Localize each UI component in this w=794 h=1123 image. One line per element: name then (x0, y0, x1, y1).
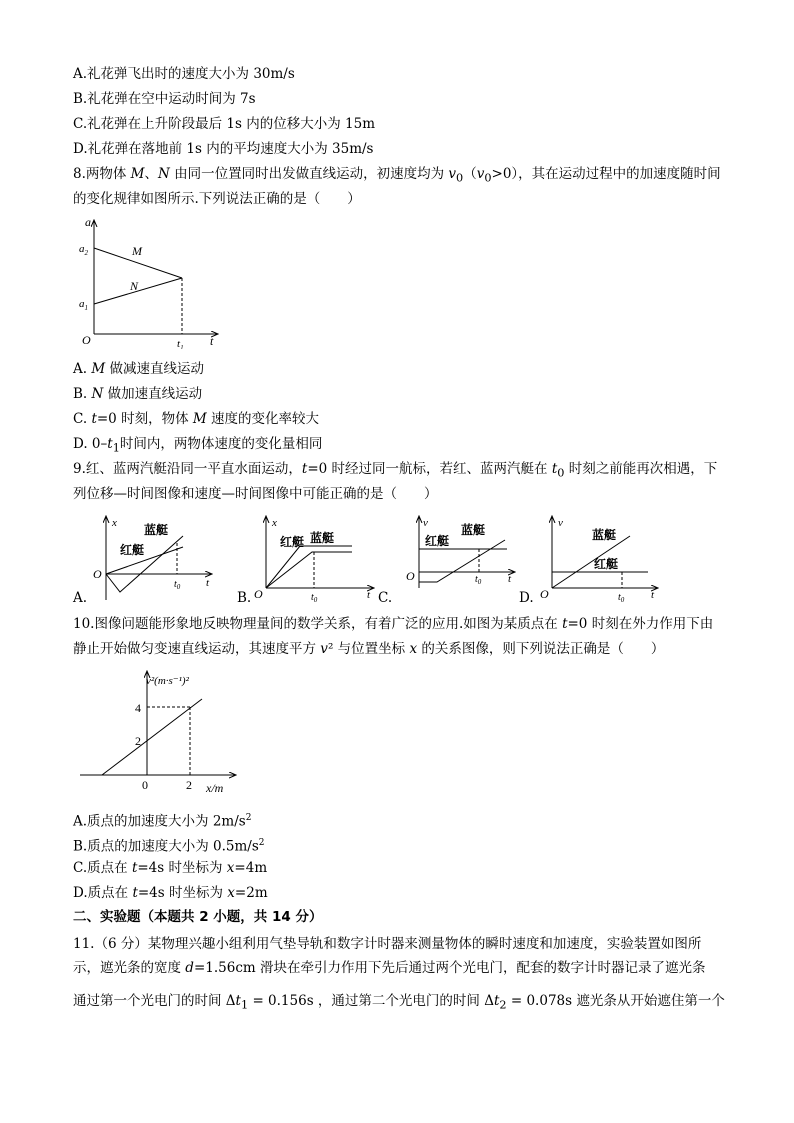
superscript: 2 (245, 813, 252, 823)
q9-stem-line2: 列位移—时间图像和速度—时间图像中可能正确的是（ ） (73, 486, 438, 502)
q10-option-c (73, 858, 267, 878)
origin-label: O (254, 587, 263, 601)
q9-figure-c (393, 512, 521, 604)
y-label: v (423, 517, 428, 529)
q8-option-a (73, 359, 204, 379)
t0-label: $t_0$ (475, 574, 482, 586)
q9-option-d-label: D. (519, 590, 534, 606)
x-label: t (508, 573, 512, 585)
text: 示，遮光条的宽度 (73, 960, 186, 976)
text: 的关系图像，则下列说法正确是（ ） (417, 641, 665, 657)
q9-figure-d (534, 512, 664, 604)
red-boat-label: 红艇 (120, 543, 145, 557)
q8-option-b (73, 384, 202, 404)
text: 时间内，两物体速度的变化量相同 (119, 436, 323, 452)
text: 时刻之前能再次相遇，下 (564, 461, 718, 477)
blue-boat-line (266, 552, 352, 588)
blue-boat-line (552, 536, 630, 588)
t0-label: $t_0$ (311, 592, 318, 604)
q7-option-a: A.礼花弹飞出时的速度大小为 30m/s (73, 66, 295, 82)
subscript: 0 (456, 171, 464, 185)
superscript: 2 (258, 838, 265, 848)
text: 由同一位置同时出发做直线运动，初速度均为 (169, 166, 449, 182)
q10-stem-line1 (73, 614, 713, 634)
red-boat-label: 红艇 (280, 535, 305, 549)
var: x (226, 860, 235, 876)
red-boat-label: 红艇 (425, 534, 450, 548)
origin-label: O (540, 587, 549, 601)
var: N (91, 386, 104, 402)
text: D.质点在 (73, 885, 133, 901)
q11-line3 (73, 991, 725, 1016)
q9-figure-b (252, 512, 380, 604)
var: t (551, 461, 558, 477)
text: = 0.156s ，通过第二个光电门的时间 Δ (248, 993, 494, 1009)
q10-stem-line2 (73, 639, 664, 659)
var: M (91, 361, 106, 377)
text: 与位置坐标 (333, 641, 410, 657)
q8-stem-line2: 的变化规律如图所示.下列说法正确的是（ ） (73, 191, 361, 207)
a2-label: $a_2$ (79, 243, 88, 257)
text: =0 时刻，物体 (96, 411, 193, 427)
text: 静止开始做匀变速直线运动，其速度平方 (73, 641, 321, 657)
q8-option-c (73, 409, 319, 429)
text: 8.两物体 (73, 166, 131, 182)
text: A.质点的加速度大小为 2m/s (73, 813, 246, 830)
tick-0: 0 (142, 778, 148, 792)
q9-option-a-label: A. (73, 590, 88, 606)
text: =0 时刻在外力作用下由 (567, 616, 714, 632)
text: =0 时经过同一航标，若红、蓝两汽艇在 (307, 461, 552, 477)
text: 通过第一个光电门的时间 Δ (73, 993, 236, 1009)
q7-option-c: C.礼花弹在上升阶段最后 1s 内的位移大小为 15m (73, 116, 376, 132)
y-label: x (272, 517, 277, 529)
text: =4s 时坐标为 (137, 860, 227, 876)
q10-option-a (73, 808, 251, 832)
blue-boat-label: 蓝艇 (461, 523, 486, 537)
red-boat-label: 红艇 (594, 557, 619, 571)
q9-figure-a (88, 512, 218, 604)
var: x (409, 641, 418, 657)
var: d (185, 960, 194, 976)
q10-v2-x-graph (76, 665, 242, 797)
text: B. (73, 386, 92, 402)
tick-x-2: 2 (186, 778, 192, 792)
origin-label: O (93, 567, 102, 581)
var: x (227, 885, 235, 901)
blue-boat-label: 蓝艇 (592, 528, 617, 542)
y-axis-label: v²(m·s⁻¹)² (146, 675, 189, 687)
blue-boat-label: 蓝艇 (310, 531, 335, 545)
tick-4: 4 (135, 701, 141, 715)
var: t (132, 885, 138, 901)
v2-line (102, 699, 202, 775)
text: C.质点在 (73, 860, 132, 876)
text: 做减速直线运动 (105, 361, 204, 377)
text: = 0.078s 遮光条从开始遮住第一个 (506, 993, 725, 1009)
q8-option-d (73, 434, 322, 459)
origin-label: O (82, 333, 91, 347)
label-m: M (132, 244, 142, 258)
subscript: 0 (484, 171, 492, 185)
a1-label: $a_1$ (79, 298, 88, 312)
var: M (192, 411, 207, 427)
blue-boat-line (106, 536, 183, 592)
var: t (562, 616, 568, 632)
q7-option-b: B.礼花弹在空中运动时间为 7s (73, 91, 256, 107)
t0-label: $t_0$ (618, 592, 625, 604)
var-m: M (130, 166, 145, 182)
section-heading: 二、实验题（本题共 2 小题，共 14 分） (73, 909, 323, 925)
t0-label: $t_0$ (174, 579, 181, 591)
q9-stem-line1 (73, 459, 717, 484)
text: C. (73, 411, 92, 427)
text: 10.图像问题能形象地反映物理量间的数学关系，有着广泛的应用.如图为某质点在 (73, 616, 563, 632)
y-label: x (112, 517, 117, 529)
x-axis-label: x/m (206, 781, 224, 795)
axis-a-label: a (85, 215, 91, 229)
q10-option-b (73, 833, 264, 857)
q11-line2 (73, 958, 705, 978)
text: D. 0– (73, 436, 108, 452)
var-v: v (448, 166, 457, 182)
text: 、 (144, 166, 158, 182)
label-n: N (130, 279, 139, 293)
text: （ (463, 166, 477, 182)
axis-t-label: t (210, 334, 214, 348)
text: =4m (234, 860, 268, 876)
text: 9.红、蓝两汽艇沿同一平直水面运动， (73, 461, 302, 477)
subscript: 1 (240, 998, 249, 1012)
text: =1.56cm 滑块在牵引力作用下先后通过两个光电门，配套的数字计时器记录了遮光条 (193, 960, 706, 976)
tick-2: 2 (135, 734, 141, 748)
q11-line1: 11.（6 分）某物理兴趣小组利用气垫导轨和数字计时器来测量物体的瞬时速度和加速度，实验装置如图所 (73, 936, 702, 952)
blue-boat-label: 蓝艇 (144, 523, 169, 537)
q10-option-d (73, 883, 268, 903)
text: =4s 时坐标为 (137, 885, 228, 901)
q9-option-c-label: C. (378, 590, 393, 606)
var-v: v (476, 166, 485, 182)
text: >0），其在运动过程中的加速度随时间 (491, 166, 721, 182)
var: t (91, 411, 97, 427)
x-label: t (367, 589, 371, 601)
y-label: v (558, 517, 563, 529)
var: t (107, 436, 113, 452)
x-label: t (651, 589, 655, 601)
q9-option-b-label: B. (237, 590, 252, 606)
x-label: t (206, 577, 210, 589)
subscript: 0 (557, 466, 565, 480)
q8-at-graph (76, 214, 226, 349)
q7-option-d: D.礼花弹在落地前 1s 内的平均速度大小为 35m/s (73, 141, 374, 157)
var: t (235, 993, 241, 1009)
subscript: 2 (499, 998, 507, 1012)
var: t (131, 860, 138, 876)
subscript: 1 (112, 441, 120, 455)
var: v (320, 641, 328, 657)
text: =2m (234, 885, 268, 901)
var: t (493, 993, 500, 1009)
var: t (301, 461, 308, 477)
text: ² (327, 641, 334, 657)
text: A. (73, 361, 92, 377)
text: 做加速直线运动 (103, 386, 203, 402)
text: B.质点的加速度大小为 0.5m/s (73, 838, 259, 855)
var-n: N (158, 166, 170, 182)
q8-stem-line1 (73, 164, 721, 189)
text: 速度的变化率较大 (206, 411, 319, 427)
t1-label: $t_1$ (177, 338, 184, 349)
origin-label: O (406, 569, 415, 583)
